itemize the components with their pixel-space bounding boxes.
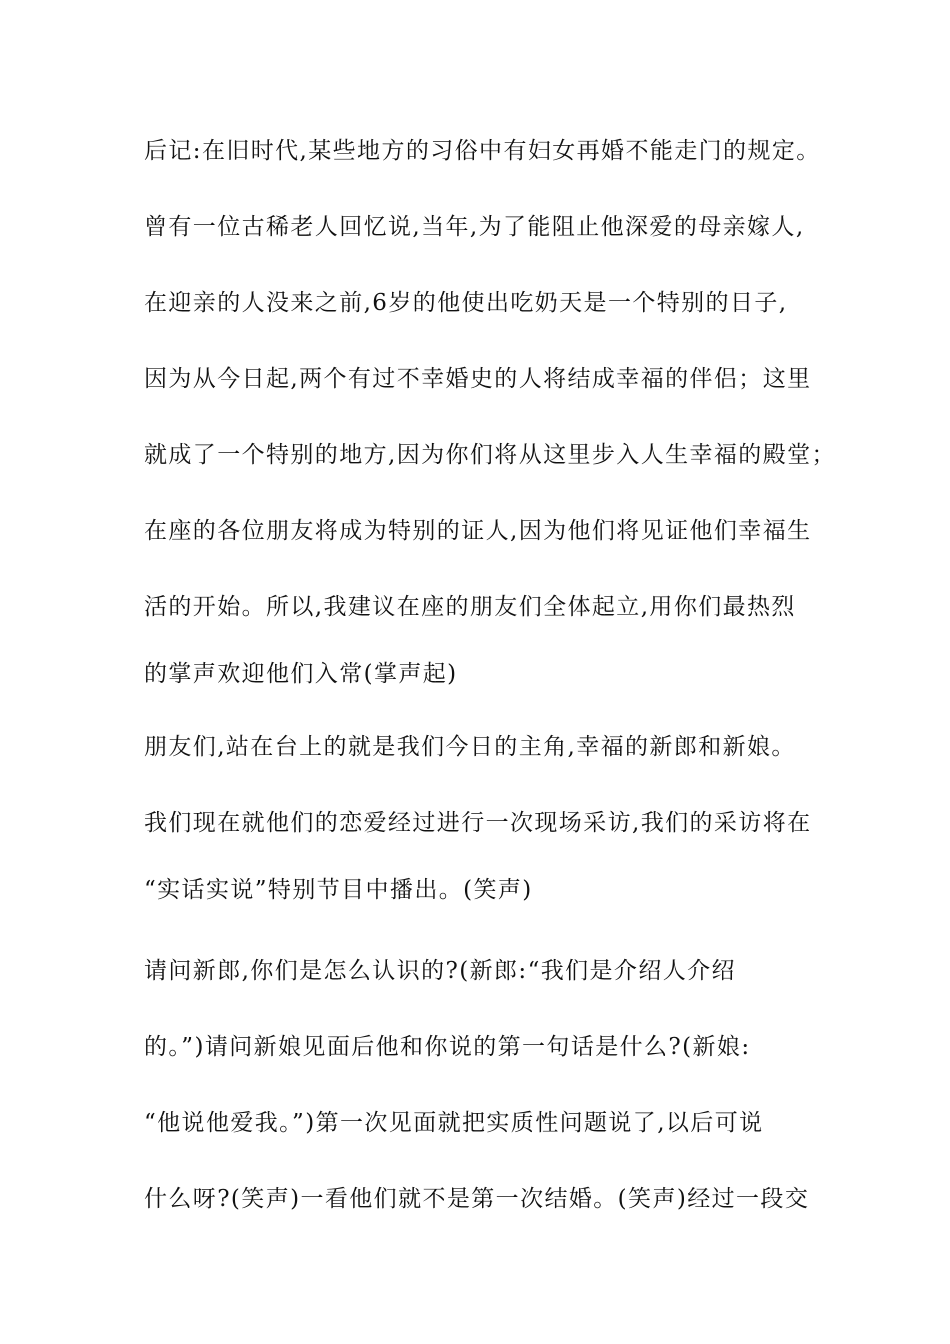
text-line: 朋友们,站在台上的就是我们今日的主角,幸福的新郎和新娘。 — [144, 734, 796, 760]
text-line: 我们现在就他们的恋爱经过进行一次现场采访,我们的采访将在 — [144, 810, 812, 836]
text-line: 因为从今日起,两个有过不幸婚史的人将结成幸福的伴侣；这里 — [144, 366, 812, 392]
text-line: 的掌声欢迎他们入常(掌声起) — [144, 661, 458, 687]
text-line: “实话实说”特别节目中播出。(笑声) — [144, 877, 533, 903]
text-line: 的。”)请问新娘见面后他和你说的第一句话是什么?(新娘: — [144, 1034, 751, 1060]
text-line: 在座的各位朋友将成为特别的证人,因为他们将见证他们幸福生 — [144, 518, 812, 544]
text-line: 在迎亲的人没来之前,6岁的他使出吃奶天是一个特别的日子, — [144, 290, 788, 316]
text-line: 就成了一个特别的地方,因为你们将从这里步入人生幸福的殿堂； — [144, 442, 836, 468]
text-line: 活的开始。所以,我建议在座的朋友们全体起立,用你们最热烈 — [144, 594, 796, 620]
text-line: “他说他爱我。”)第一次见面就把实质性问题说了,以后可说 — [144, 1110, 764, 1136]
text-line: 请问新郎,你们是怎么认识的?(新郎:“我们是介绍人介绍 — [144, 958, 736, 984]
text-line: 曾有一位古稀老人回忆说,当年,为了能阻止他深爱的母亲嫁人, — [144, 214, 805, 240]
text-line: 后记:在旧时代,某些地方的习俗中有妇女再婚不能走门的规定。 — [144, 138, 821, 164]
text-line: 什么呀?(笑声)一看他们就不是第一次结婚。(笑声)经过一段交 — [144, 1186, 810, 1212]
